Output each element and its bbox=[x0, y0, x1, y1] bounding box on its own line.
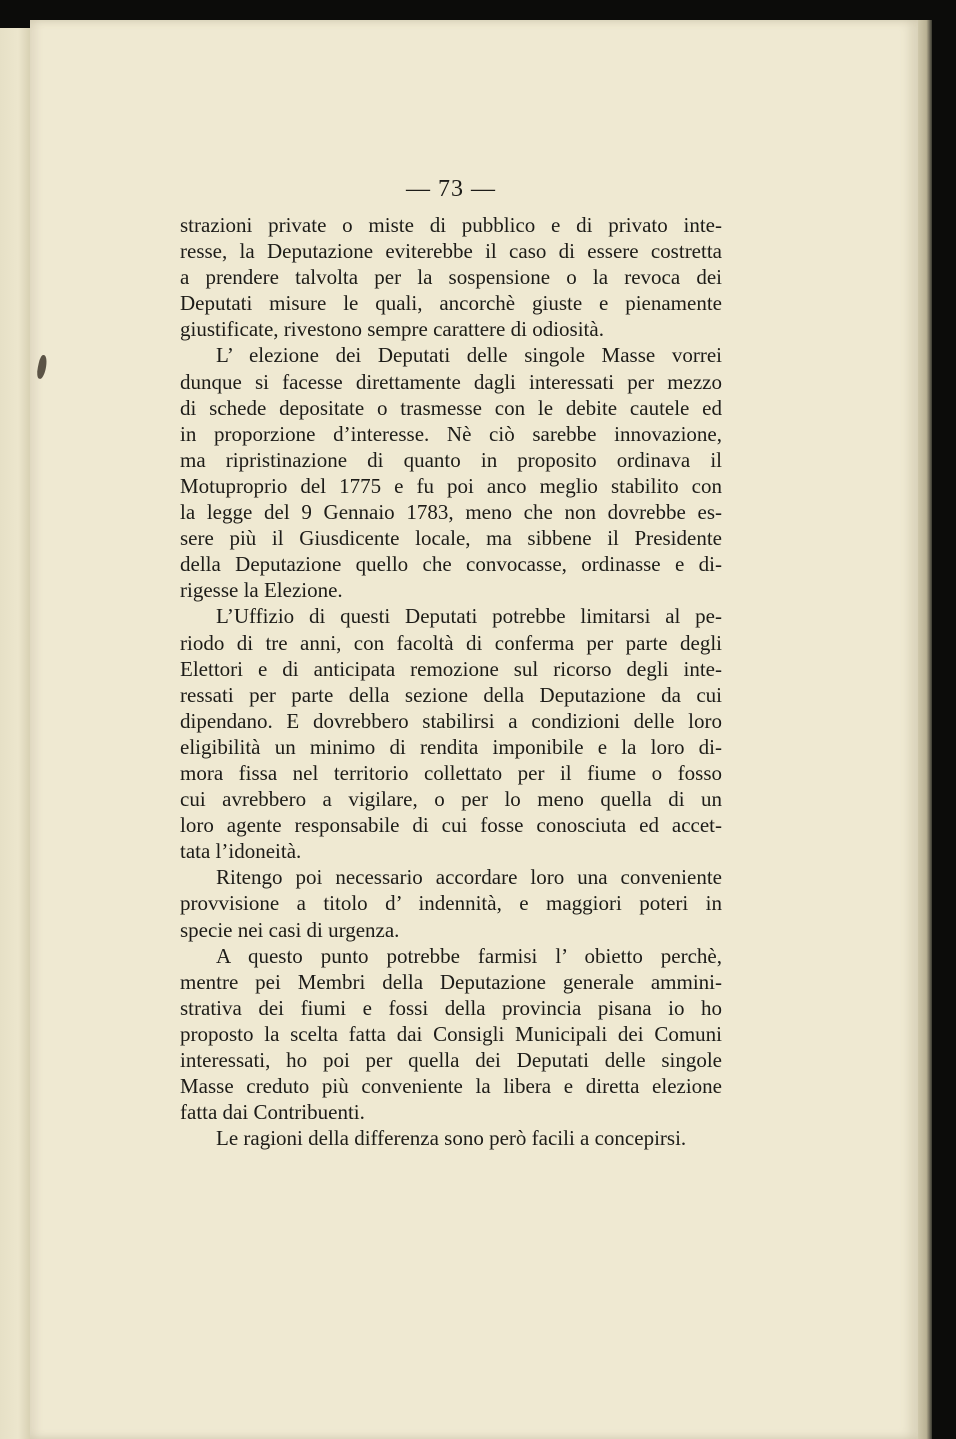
text-line: proposto la scelta fatta dai Consigli Municipali dei Comuni bbox=[180, 1021, 722, 1046]
paragraph-start-line: A questo punto potrebbe farmisi l’ obietto perchè, bbox=[216, 943, 722, 968]
text-line: riodo di tre anni, con facoltà di conferma per parte degli bbox=[180, 630, 722, 655]
paragraph-start-line: Ritengo poi necessario accordare loro una conveniente bbox=[216, 865, 722, 890]
text-line: Elettori e di anticipata remozione sul ricorso degli inte- bbox=[180, 656, 722, 681]
text-line: fatta dai Contribuenti. bbox=[180, 1100, 365, 1125]
body-text bbox=[180, 212, 722, 1151]
paragraph-start-line: L’Uffizio di questi Deputati potrebbe limitarsi al pe- bbox=[216, 604, 722, 629]
text-line: cui avrebbero a vigilare, o per lo meno quella di un bbox=[180, 787, 722, 812]
text-line: a prendere talvolta per la sospensione o la revoca dei bbox=[180, 265, 722, 290]
page-number: — 73 — bbox=[406, 176, 496, 202]
text-line: ressati per parte della sezione della Deputazione da cui bbox=[180, 682, 722, 707]
paragraph-start-line: L’ elezione dei Deputati delle singole Masse vorrei bbox=[216, 343, 722, 368]
text-line: tata l’idoneità. bbox=[180, 839, 302, 864]
text-line: della Deputazione quello che convocasse, ordinasse e di- bbox=[180, 552, 722, 577]
text-line: rigesse la Elezione. bbox=[180, 578, 343, 603]
text-line: mentre pei Membri della Deputazione generale ammini- bbox=[180, 969, 722, 994]
text-line: loro agente responsabile di cui fosse conosciuta ed accet- bbox=[180, 813, 722, 838]
text-line: provvisione a titolo d’ indennità, e maggiori poteri in bbox=[180, 891, 722, 916]
text-line: Motuproprio del 1775 e fu poi anco meglio stabilito con bbox=[180, 473, 722, 498]
text-line: la legge del 9 Gennaio 1783, meno che non dovrebbe es- bbox=[180, 500, 722, 525]
text-line: Masse creduto più conveniente la libera e diretta elezione bbox=[180, 1074, 722, 1099]
text-line: Deputati misure le quali, ancorchè giuste e pienamente bbox=[180, 291, 722, 316]
text-line: eligibilità un minimo di rendita imponibile e la loro di- bbox=[180, 734, 722, 759]
text-line: giustificate, rivestono sempre carattere di odiosità. bbox=[180, 317, 604, 342]
text-line: resse, la Deputazione eviterebbe il caso di essere costretta bbox=[180, 239, 722, 264]
previous-page-edge bbox=[0, 28, 30, 1439]
text-line: mora fissa nel territorio collettato per il fiume o fosso bbox=[180, 760, 722, 785]
text-line: in proporzione d’interesse. Nè ciò sarebbe innovazione, bbox=[180, 421, 722, 446]
text-line: specie nei casi di urgenza. bbox=[180, 917, 400, 942]
page-fore-edge bbox=[918, 20, 932, 1439]
text-line: strativa dei fiumi e fossi della provincia pisana io ho bbox=[180, 995, 722, 1020]
text-line: dunque si facesse direttamente dagli interessati per mezzo bbox=[180, 369, 722, 394]
text-line: sere più il Giusdicente locale, ma sibbene il Presidente bbox=[180, 526, 722, 551]
text-line: strazioni private o miste di pubblico e di privato inte- bbox=[180, 213, 722, 237]
paragraph-start-line: Le ragioni della differenza sono però facili a concepirsi. bbox=[216, 1126, 687, 1151]
text-line: interessati, ho poi per quella dei Deputati delle singole bbox=[180, 1048, 722, 1072]
text-line: ma ripristinazione di quanto in proposito ordinava il bbox=[180, 447, 722, 472]
text-line: dipendano. E dovrebbero stabilirsi a condizioni delle loro bbox=[180, 708, 722, 733]
text-line: di schede depositate o trasmesse con le debite cautele ed bbox=[180, 395, 722, 420]
